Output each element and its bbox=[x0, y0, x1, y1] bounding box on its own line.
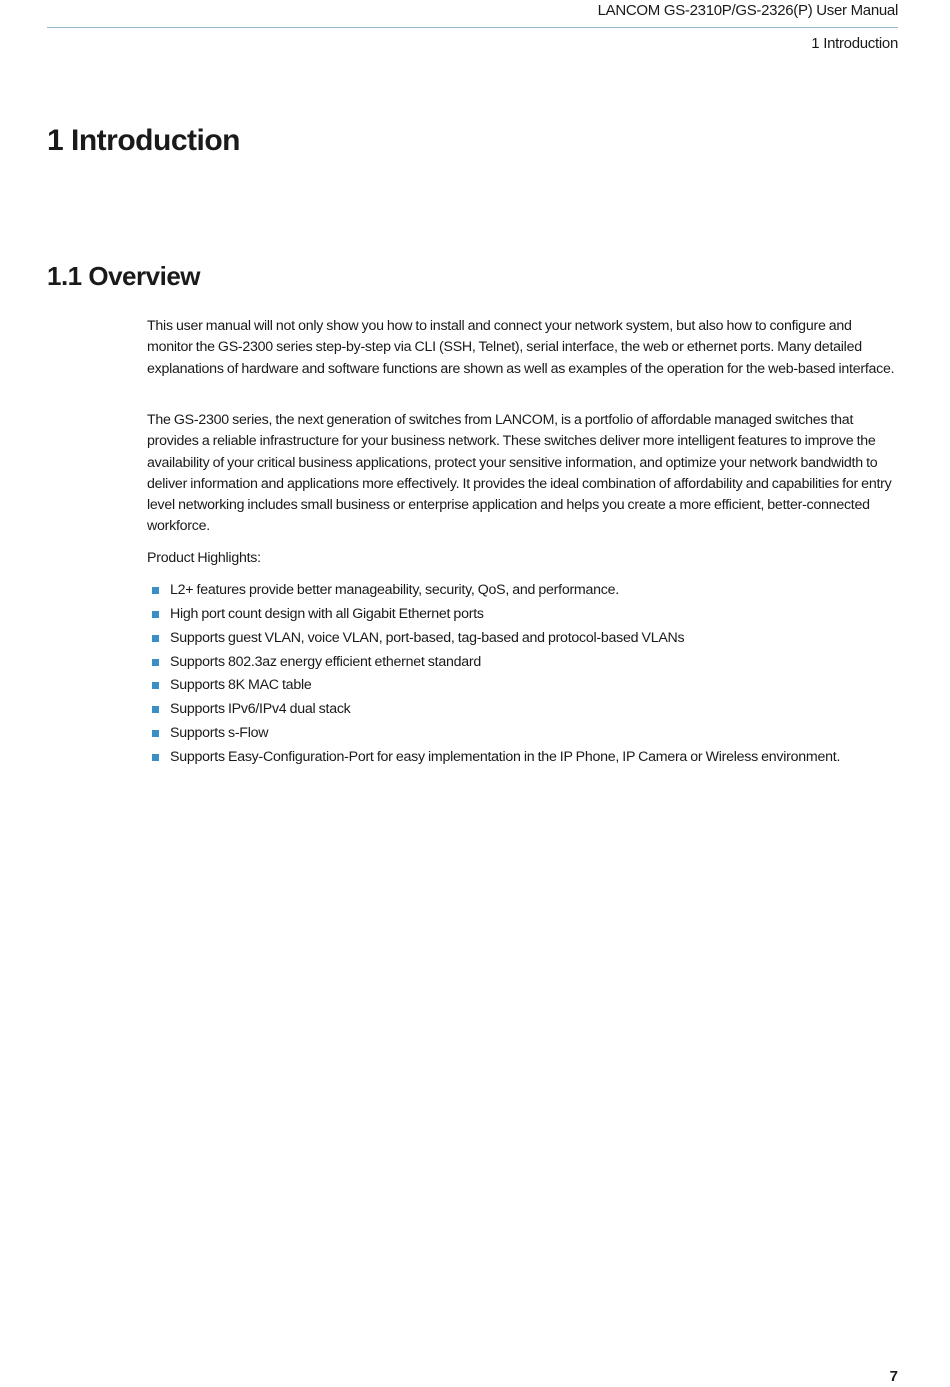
square-bullet-icon bbox=[152, 682, 159, 689]
list-item-text: L2+ features provide better manageability, security, QoS, and performance. bbox=[170, 582, 619, 598]
square-bullet-icon bbox=[152, 635, 159, 642]
list-item bbox=[151, 652, 898, 676]
list-item-text: Supports Easy-Configuration-Port for easy implementation in the IP Phone, IP Camera or Wireless environment. bbox=[170, 748, 841, 765]
page-header bbox=[47, 0, 898, 56]
list-item-text: Supports 8K MAC table bbox=[170, 677, 312, 694]
square-bullet-icon bbox=[152, 659, 159, 666]
square-bullet-icon bbox=[152, 706, 159, 713]
product-highlights-list bbox=[151, 580, 898, 771]
list-item-text: High port count design with all Gigabit Ethernet ports bbox=[170, 605, 484, 622]
square-bullet-icon bbox=[152, 611, 159, 618]
manual-title: LANCOM GS-2310P/GS-2326(P) User Manual bbox=[597, 2, 898, 19]
list-item bbox=[151, 747, 898, 771]
product-highlights-label: Product Highlights: bbox=[147, 550, 261, 566]
list-item-text: Supports 802.3az energy efficient ethernet standard bbox=[170, 653, 482, 670]
list-item-text: Supports IPv6/IPv4 dual stack bbox=[170, 701, 351, 718]
section-heading: 1.1 Overview bbox=[47, 261, 200, 291]
chapter-heading: 1 Introduction bbox=[47, 124, 240, 157]
list-item-text: Supports s-Flow bbox=[170, 725, 269, 742]
running-chapter-title: 1 Introduction bbox=[811, 35, 898, 52]
list-item bbox=[151, 675, 898, 699]
list-item bbox=[151, 604, 898, 628]
overview-paragraph-1: This user manual will not only show you how to install and connect your network system, but also how to configure and monitor the GS-2300 series step-by-step via CLI (SSH, Telnet), serial interface, the web or ethernet ports. Many detailed explanations of hardware and software functions are shown as well as examples of the operation for the web-based interface. bbox=[147, 318, 895, 377]
list-item bbox=[151, 580, 898, 604]
header-divider bbox=[47, 27, 898, 28]
page-number: 7 bbox=[889, 1368, 898, 1385]
list-item bbox=[151, 699, 898, 723]
square-bullet-icon bbox=[152, 587, 159, 594]
list-item bbox=[151, 628, 898, 652]
square-bullet-icon bbox=[152, 754, 159, 761]
list-item-text: Supports guest VLAN, voice VLAN, port-based, tag-based and protocol-based VLANs bbox=[170, 629, 685, 646]
list-item bbox=[151, 723, 898, 747]
overview-paragraph-2: The GS-2300 series, the next generation of switches from LANCOM, is a portfolio of affordable managed switches that provides a reliable infrastructure for your business network. These switches deliver more intelligent features to improve the availability of your critical business applications, protect your sensitive information, and optimize your network bandwidth to deliver information and applications more effectively. It provides the ideal combination of affordability and capabilities for entry level networking includes small business or enterprise application and helps you create a more efficient, better-connected workforce. bbox=[147, 412, 892, 535]
square-bullet-icon bbox=[152, 730, 159, 737]
